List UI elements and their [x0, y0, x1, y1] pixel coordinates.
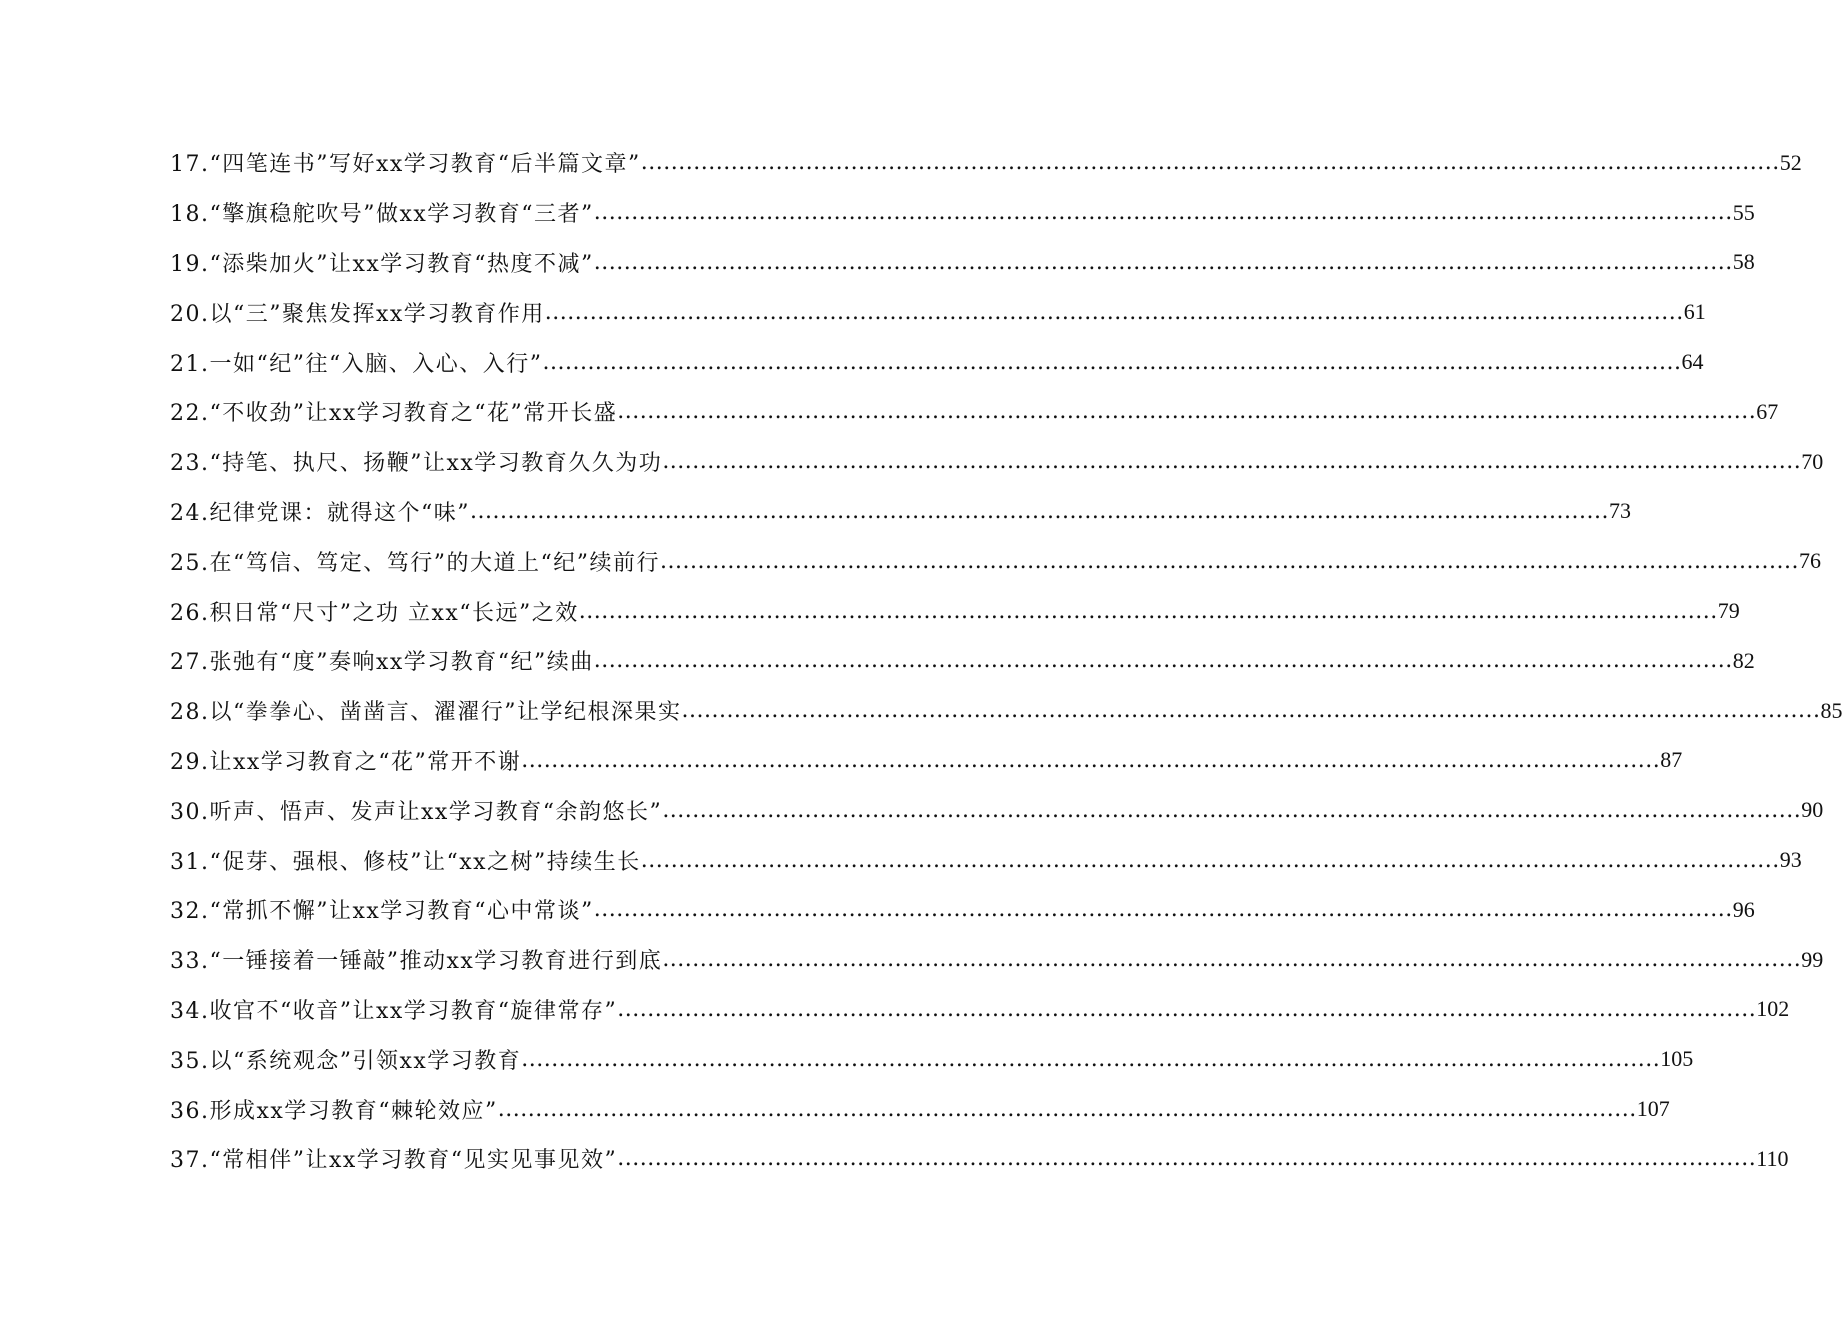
toc-entry-title: 24.纪律党课：就得这个“味”	[170, 500, 470, 526]
toc-entry-title: 22.“不收劲”让xx学习教育之“花”常开长盛	[170, 401, 618, 427]
toc-entry-title: 26.积日常“尺寸”之功 立xx“长远”之效	[170, 600, 579, 626]
toc-dot-leader	[521, 748, 1660, 773]
toc-entry-title: 27.张弛有“度”奏响xx学习教育“纪”续曲	[170, 650, 594, 676]
toc-dot-leader	[521, 1047, 1660, 1072]
toc-entry-page-number: 73	[1608, 498, 1631, 524]
toc-entry-title: 32.“常抓不懈”让xx学习教育“心中常谈”	[170, 899, 594, 925]
toc-entry[interactable]	[170, 686, 1842, 736]
toc-entry-title: 28.以“拳拳心、凿凿言、濯濯行”让学纪根深果实	[170, 700, 682, 726]
toc-entry[interactable]	[170, 138, 1802, 188]
toc-entry-page-number: 99	[1801, 946, 1824, 972]
toc-entry-title: 19.“添柴加火”让xx学习教育“热度不减”	[170, 251, 594, 277]
toc-dot-leader	[662, 947, 1801, 972]
toc-entry-page-number: 61	[1683, 299, 1706, 325]
toc-entry-page-number: 105	[1660, 1046, 1694, 1072]
toc-entry-page-number: 87	[1660, 747, 1683, 773]
toc-entry-title: 29.让xx学习教育之“花”常开不谢	[170, 749, 522, 775]
toc-entry-title: 33.“一锤接着一锤敲”推动xx学习教育进行到底	[170, 949, 663, 975]
toc-entry[interactable]	[170, 785, 1824, 835]
toc-entry[interactable]	[170, 586, 1740, 636]
toc-dot-leader	[545, 300, 1684, 325]
toc-entry-page-number: 52	[1779, 149, 1802, 175]
toc-entry[interactable]	[170, 885, 1755, 935]
toc-entry-title: 31.“促芽、强根、修枝”让“xx之树”持续生长	[170, 849, 641, 875]
toc-entry[interactable]	[170, 487, 1631, 537]
toc-entry-title: 23.“持笔、执尺、扬鞭”让xx学习教育久久为功	[170, 451, 663, 477]
toc-entry-title: 37.“常相伴”让xx学习教育“见实见事见效”	[170, 1148, 618, 1174]
toc-entry-title: 25.在“笃信、笃定、笃行”的大道上“纪”续前行	[170, 550, 660, 576]
toc-entry-page-number: 85	[1820, 697, 1842, 723]
toc-dot-leader	[594, 897, 1733, 922]
toc-entry-page-number: 82	[1732, 647, 1755, 673]
toc-entry-page-number: 64	[1681, 349, 1704, 375]
toc-entry[interactable]	[170, 636, 1755, 686]
toc-entry-page-number: 90	[1801, 797, 1824, 823]
table-of-contents	[170, 138, 1842, 1184]
toc-entry[interactable]	[170, 188, 1755, 238]
toc-entry-page-number: 76	[1798, 548, 1821, 574]
toc-dot-leader	[681, 698, 1820, 723]
toc-entry[interactable]	[170, 935, 1824, 985]
toc-dot-leader	[660, 549, 1799, 574]
toc-entry-page-number: 107	[1636, 1096, 1670, 1122]
toc-entry-title: 17.“四笔连书”写好xx学习教育“后半篇文章”	[170, 152, 641, 178]
toc-dot-leader	[617, 1146, 1756, 1171]
toc-entry-title: 21.一如“纪”往“入脑、入心、入行”	[170, 351, 543, 377]
toc-entry-title: 30.听声、悟声、发声让xx学习教育“余韵悠长”	[170, 799, 663, 825]
toc-dot-leader	[662, 798, 1801, 823]
toc-dot-leader	[641, 848, 1780, 873]
toc-entry-page-number: 58	[1732, 249, 1755, 275]
toc-entry[interactable]	[170, 437, 1824, 487]
toc-entry[interactable]	[170, 736, 1683, 786]
toc-dot-leader	[498, 1097, 1637, 1122]
toc-entry[interactable]	[170, 387, 1779, 437]
toc-dot-leader	[579, 599, 1718, 624]
toc-entry-page-number: 110	[1756, 1145, 1789, 1171]
toc-dot-leader	[641, 150, 1780, 175]
toc-dot-leader	[617, 399, 1756, 424]
toc-entry-page-number: 70	[1801, 448, 1824, 474]
toc-dot-leader	[594, 200, 1733, 225]
toc-dot-leader	[617, 997, 1756, 1022]
toc-entry-page-number: 55	[1732, 199, 1755, 225]
toc-entry[interactable]	[170, 985, 1790, 1035]
toc-entry[interactable]	[170, 1084, 1670, 1134]
toc-entry[interactable]	[170, 536, 1821, 586]
toc-entry-title: 34.收官不“收音”让xx学习教育“旋律常存”	[170, 998, 618, 1024]
toc-entry[interactable]	[170, 287, 1706, 337]
toc-entry[interactable]	[170, 337, 1704, 387]
toc-entry-page-number: 67	[1756, 398, 1779, 424]
toc-dot-leader	[594, 648, 1733, 673]
toc-entry[interactable]	[170, 835, 1802, 885]
toc-entry-page-number: 79	[1717, 598, 1740, 624]
toc-entry[interactable]	[170, 238, 1755, 288]
toc-entry[interactable]	[170, 1034, 1694, 1084]
toc-dot-leader	[542, 350, 1681, 375]
toc-entry[interactable]	[170, 1134, 1789, 1184]
toc-entry-title: 18.“擎旗稳舵吹号”做xx学习教育“三者”	[170, 202, 594, 228]
toc-entry-title: 35.以“系统观念”引领xx学习教育	[170, 1048, 522, 1074]
toc-entry-page-number: 102	[1756, 996, 1790, 1022]
toc-entry-page-number: 96	[1732, 896, 1755, 922]
toc-dot-leader	[662, 449, 1801, 474]
toc-dot-leader	[470, 499, 1609, 524]
toc-entry-page-number: 93	[1779, 847, 1802, 873]
toc-dot-leader	[594, 250, 1733, 275]
toc-entry-title: 20.以“三”聚焦发挥xx学习教育作用	[170, 301, 545, 327]
toc-entry-title: 36.形成xx学习教育“棘轮效应”	[170, 1098, 498, 1124]
